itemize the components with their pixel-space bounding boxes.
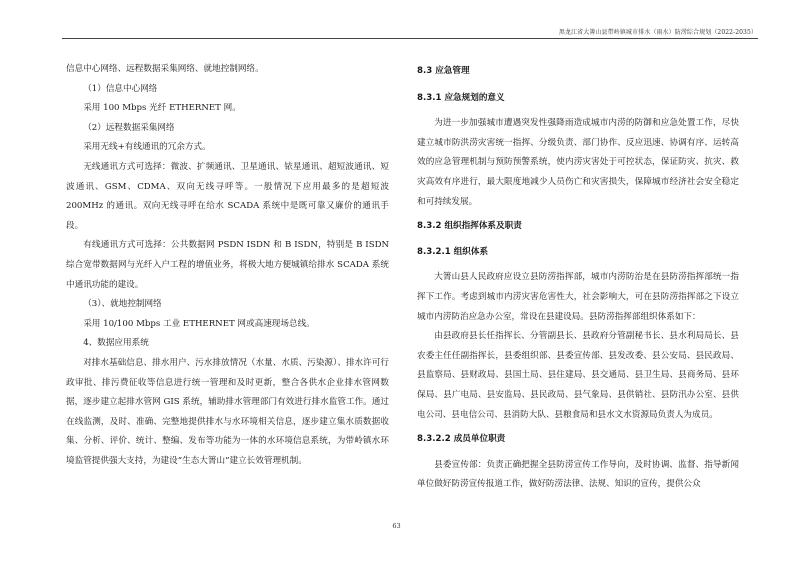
list-item: 采用 100 Mbps 光纤 ETHERNET 网。 (83, 103, 241, 114)
subsection-heading: 8.3.2 组织指挥体系及职责 (417, 221, 522, 232)
paragraph: 信息中心网络、远程数据采集网络、就地控制网络。 (66, 64, 264, 74)
running-header: 黑龙江省大箐山县带岭镇城市排水（雨水）防涝综合规划（2022-2035） (558, 29, 757, 36)
subsection-heading: 8.3.1 应急规划的意义 (417, 92, 505, 103)
section-heading: 8.3 应急管理 (417, 66, 470, 76)
list-item: 4、数据应用系统 (83, 338, 149, 349)
paragraph: 对排水基础信息、排水用户、污水排放情况（水量、水质、污染源）、排水许可行政审批、排污费征收等信息进行统一管理和及时更新，整合各供水企业排水管网数据，逐步建立起排水管网 GIS 系统，辅助排水管理部门有效进行排水监管工作。通过在线监测，及时、准确、完整地提供排水与水环境相关信息，逐步建立集水质数据收集、分析、评价、统计、整编、发布等功能为一体的水环境信息系统，为带岭镇水环境监管提供强大支持，为建设“生态大箐山”建立长效管理机制。 (66, 357, 389, 466)
list-item: （1）信息中心网络 (83, 83, 158, 94)
list-item: （3）、就地控制网络 (83, 299, 162, 310)
paragraph: 为进一步加强城市遭遇突发性强降雨造成城市内涝的防御和应急处置工作，尽快建立城市防洪涝灾害统一指挥、分级负责、部门协作、反应迅速、协调有序、运转高效的应急管理机制与预防预警系统，使内涝灾害处于可控状态，保证防灾、抗灾、救灾高效有序进行，最大限度地减少人员伤亡和灾害损失，保障城市经济社会安全稳定和可持续发展。 (417, 118, 739, 207)
list-item: 采用无线+有线通讯的冗余方式。 (83, 142, 211, 153)
list-item: 采用 10/100 Mbps 工业 ETHERNET 网或高速现场总线。 (83, 318, 315, 329)
header-divider (62, 38, 758, 39)
subsection-heading: 8.3.2.2 成员单位职责 (417, 434, 506, 445)
right-text-column (417, 60, 739, 495)
left-text-column (66, 60, 389, 471)
subsection-heading: 8.3.2.1 组织体系 (417, 246, 489, 257)
paragraph: 由县政府县长任指挥长、分管副县长、县政府分管副秘书长、县水利局局长、县农委主任任副指挥长，县委组织部、县委宣传部、县发改委、县公安局、县民政局、县监察局、县财政局、县国土局、县住建局、县交通局、县卫生局、县商务局、县环保局、县广电局、县安监局、县民政局、县气象局、县供销社、县防汛办公室、县供电公司、县电信公司、县消防大队、县粮食局和县水文水资源局负责人为成员。 (417, 331, 739, 420)
paragraph: 无线通讯方式可选择：微波、扩频通讯、卫星通讯、铱星通讯、超短波通讯、短波通讯、GSM、CDMA、双向无线寻呼等。一般情况下应用最多的是超短波200MHz 的通讯。双向无线寻呼在给水 SCADA 系统中是既可靠又廉价的通讯手段。 (66, 161, 389, 231)
page-number: 63 (392, 522, 401, 530)
list-item: （2）远程数据采集网络 (83, 122, 175, 133)
paragraph: 县委宣传部：负责正确把握全县防涝宣传工作导向，及时协调、监督、指导新闻单位做好防涝宣传报道工作，做好防涝法律、法规、知识的宣传，提供公众 (417, 459, 739, 490)
paragraph: 大箐山县人民政府应设立县防涝指挥部，城市内涝防治是在县防涝指挥部统一指挥下工作。考虑到城市内涝灾害危害性大，社会影响大，可在县防涝指挥部之下设立城市内涝防治应急办公室，常设在县建设局。县防涝指挥部组织体系如下： (417, 272, 739, 322)
paragraph: 有线通讯方式可选择：公共数据网 PSDN ISDN 和 B ISDN，特别是 B ISDN 综合宽带数据网与光纤入户工程的增值业务，将极大地方便城镇给排水 SCADA 系统中通讯功能的建设。 (66, 240, 389, 290)
